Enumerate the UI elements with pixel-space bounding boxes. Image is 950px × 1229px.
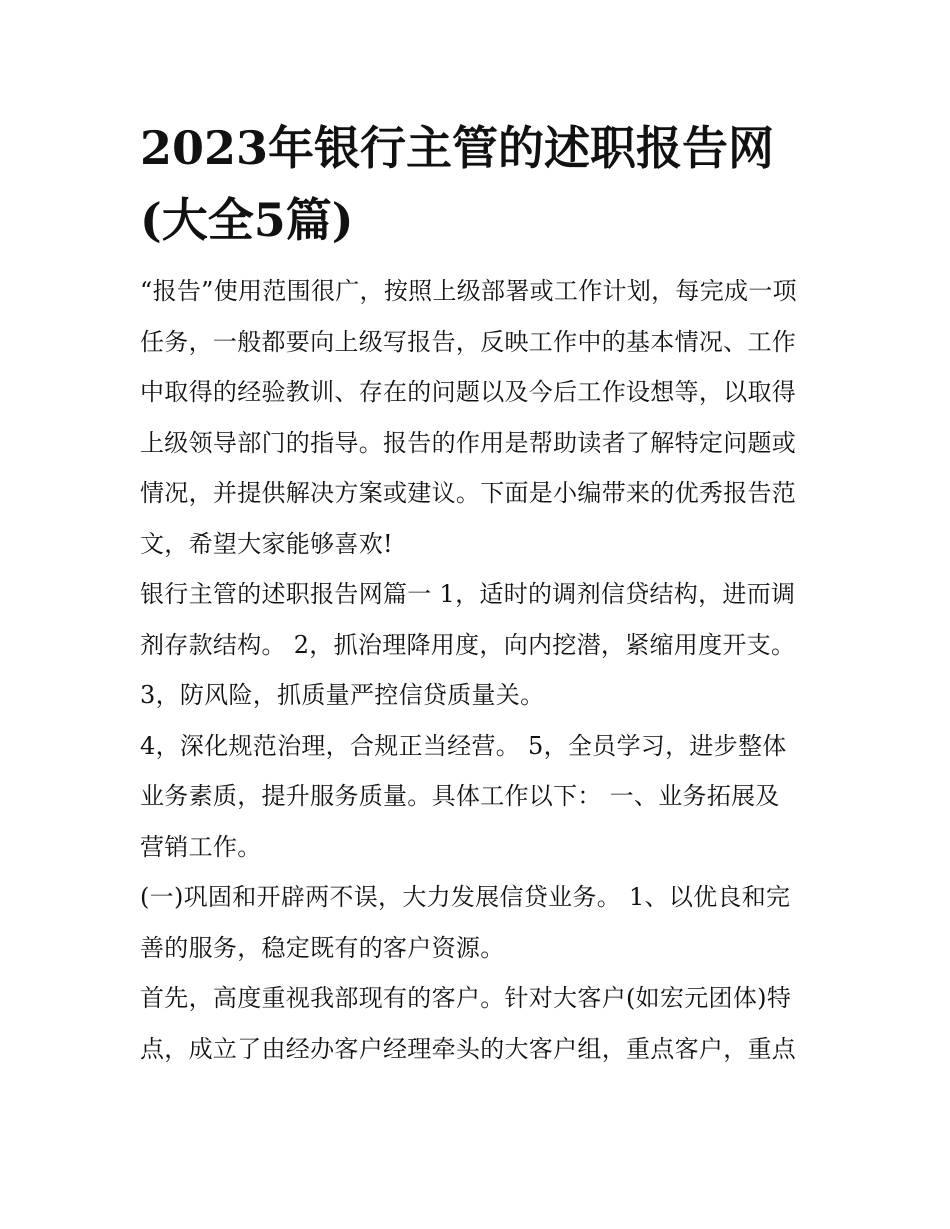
document-page — [140, 112, 812, 1074]
text-line: 剂存款结构。 2，抓治理降用度，向内挖潜，紧缩用度开支。 — [140, 630, 796, 659]
text-line: 情况，并提供解决方案或建议。下面是小编带来的优秀报告范 — [140, 479, 797, 507]
text-line: “报告”使用范围很广，按照上级部署或工作计划，每完成一项 — [140, 277, 797, 305]
text-line: 文，希望大家能够喜欢! — [140, 529, 393, 558]
paragraph-item-3 — [140, 670, 812, 721]
paragraph-section-one — [140, 569, 812, 670]
paragraph-credit-business — [140, 872, 812, 973]
text-line: 任务，一般都要向上级写报告，反映工作中的基本情况、工作 — [140, 327, 797, 356]
text-line: 银行主管的述职报告网篇一 1，适时的调剂信贷结构，进而调 — [140, 580, 796, 608]
text-line: 4，深化规范治理，合规正当经营。 5，全员学习，进步整体 — [140, 731, 787, 760]
paragraph-item-4 — [140, 721, 812, 873]
title-line: (大全5篇) — [140, 193, 354, 247]
text-line: 点，成立了由经办客户经理牵头的大客户组，重点客户，重点 — [140, 1034, 797, 1063]
text-line: 上级领导部门的指导。报告的作用是帮助读者了解特定问题或 — [140, 428, 797, 457]
text-line: 3，防风险，抓质量严控信贷质量关。 — [140, 681, 545, 709]
document-title — [140, 112, 812, 256]
text-line: 首先，高度重视我部现有的客户。针对大客户(如宏元团体)特 — [140, 984, 792, 1012]
text-line: 业务素质，提升服务质量。具体工作以下： 一、业务拓展及 — [140, 782, 780, 810]
text-line: 营销工作。 — [140, 832, 262, 861]
paragraph-intro — [140, 266, 812, 569]
text-line: 中取得的经验教训、存在的问题以及今后工作设想等，以取得 — [140, 378, 797, 406]
paragraph-clients — [140, 973, 812, 1074]
title-line: 2023年银行主管的述职报告网 — [140, 121, 775, 175]
text-line: (一)巩固和开辟两不误，大力发展信贷业务。 1、以优良和完 — [140, 883, 791, 911]
text-line: 善的服务，稳定既有的客户资源。 — [140, 933, 505, 962]
